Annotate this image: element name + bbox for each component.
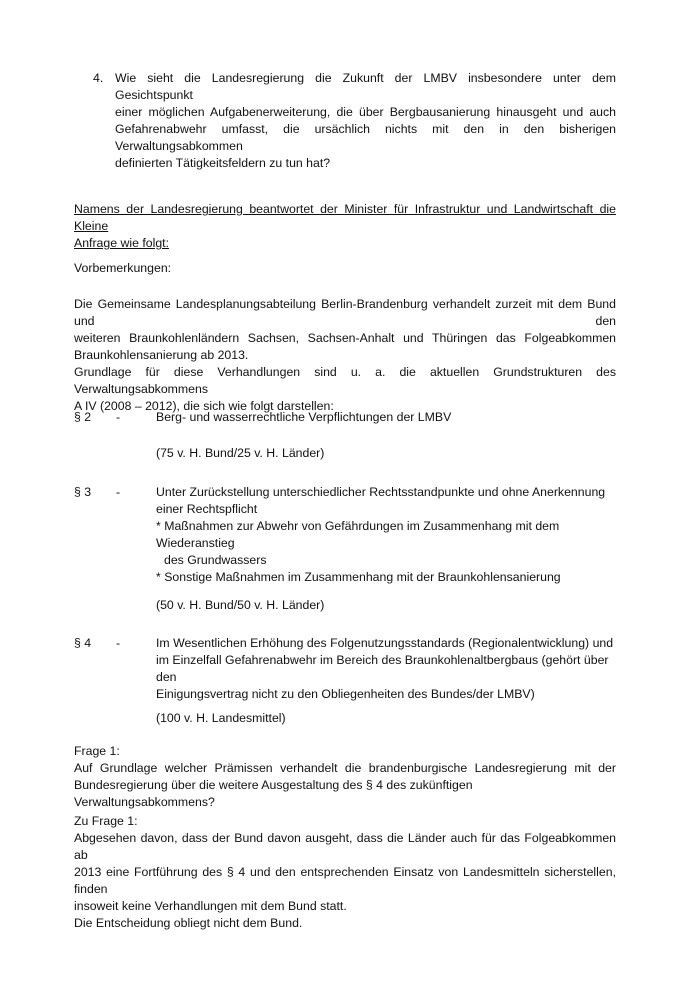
intro-paragraph	[74, 296, 616, 415]
answer-1	[74, 813, 616, 932]
question-number: 4.	[93, 71, 104, 85]
text-line: weiteren Braunkohlenländern Sachsen, Sachsen-Anhalt und Thüringen das Folgeabkommen	[74, 331, 616, 345]
text-line: einer möglichen Aufgabenerweiterung, die über Bergbausanierung hinausgeht und auch	[115, 105, 616, 119]
text-line: Bundesregierung über die weitere Ausgestaltung des § 4 des zukünftigen Verwaltungsabkommens?	[74, 778, 473, 809]
text-line: definierten Tätigkeitsfeldern zu tun hat?	[115, 156, 331, 170]
answer-intro	[74, 201, 616, 252]
section-symbol: § 3	[74, 485, 92, 499]
text-line: * Sonstige Maßnahmen im Zusammenhang mit der Braunkohlensanierung	[156, 570, 561, 584]
text-line: Wie sieht die Landesregierung die Zukunft der LMBV insbesondere unter dem Gesichtspunkt	[115, 71, 616, 102]
text-line: Abgesehen davon, dass der Bund davon ausgeht, dass die Länder auch für das Folgeabkommen ab	[74, 831, 616, 862]
text-line: Auf Grundlage welcher Prämissen verhandelt die brandenburgische Landesregierung mit der	[74, 761, 616, 775]
section-symbol: § 4	[74, 636, 92, 650]
section-dash: -	[116, 410, 121, 424]
section-dash: -	[116, 636, 121, 650]
preliminary-heading: Vorbemerkungen:	[74, 261, 172, 275]
text-line: Unter Zurückstellung unterschiedlicher Rechtsstandpunkte und ohne Anerkennung	[156, 485, 606, 499]
text-line: einer Rechtspflicht	[156, 502, 258, 516]
section-dash: -	[116, 485, 121, 499]
text-line: Die Entscheidung obliegt nicht dem Bund.	[74, 916, 303, 930]
text-line: Berg- und wasserrechtliche Verpflichtungen der LMBV	[156, 410, 452, 424]
section-2-share: (75 v. H. Bund/25 v. H. Länder)	[156, 446, 325, 460]
section-symbol: § 2	[74, 410, 92, 424]
section-2-body	[156, 409, 626, 426]
text-line: Braunkohlensanierung ab 2013.	[74, 348, 249, 362]
text-line: Im Wesentlichen Erhöhung des Folgenutzungsstandards (Regionalentwicklung) und	[156, 636, 614, 650]
question-4-text	[115, 70, 616, 172]
question-heading: Frage 1:	[74, 744, 120, 758]
section-4-share: (100 v. H. Landesmittel)	[156, 711, 286, 725]
text-line: Die Gemeinsame Landesplanungsabteilung Berlin-Brandenburg verhandelt zurzeit mit dem Bund und den	[74, 297, 616, 328]
text-line: Anfrage wie folgt:	[74, 236, 170, 250]
text-line: * Maßnahmen zur Abwehr von Gefährdungen im Zusammenhang mit dem Wiederanstieg	[156, 519, 560, 550]
text-line: des Grundwassers	[164, 553, 267, 567]
section-4-body	[156, 635, 626, 703]
text-line: im Einzelfall Gefahrenabwehr im Bereich des Braunkohlenaltbergbaus (gehört über den	[156, 653, 609, 684]
text-line: insoweit keine Verhandlungen mit dem Bund statt.	[74, 899, 347, 913]
text-line: Gefahrenabwehr umfasst, die ursächlich nichts mit den in den bisherigen Verwaltungsabkommen	[115, 122, 616, 153]
section-3-body	[156, 484, 626, 586]
section-3-share: (50 v. H. Bund/50 v. H. Länder)	[156, 598, 325, 612]
text-line: Einigungsvertrag nicht zu den Obliegenheiten des Bundes/der LMBV)	[156, 687, 535, 701]
text-line: Grundlage für diese Verhandlungen sind u. a. die aktuellen Grundstrukturen des Verwaltungsabkommens	[74, 365, 616, 396]
answer-heading: Zu Frage 1:	[74, 814, 138, 828]
text-line: A IV (2008 – 2012), die sich wie folgt darstellen:	[74, 399, 334, 413]
text-line: 2013 eine Fortführung des § 4 und den entsprechenden Einsatz von Landesmitteln sicherstellen, finden	[74, 865, 616, 896]
question-1	[74, 743, 616, 811]
text-line: Namens der Landesregierung beantwortet der Minister für Infrastruktur und Landwirtschaft die Kleine	[74, 202, 616, 233]
